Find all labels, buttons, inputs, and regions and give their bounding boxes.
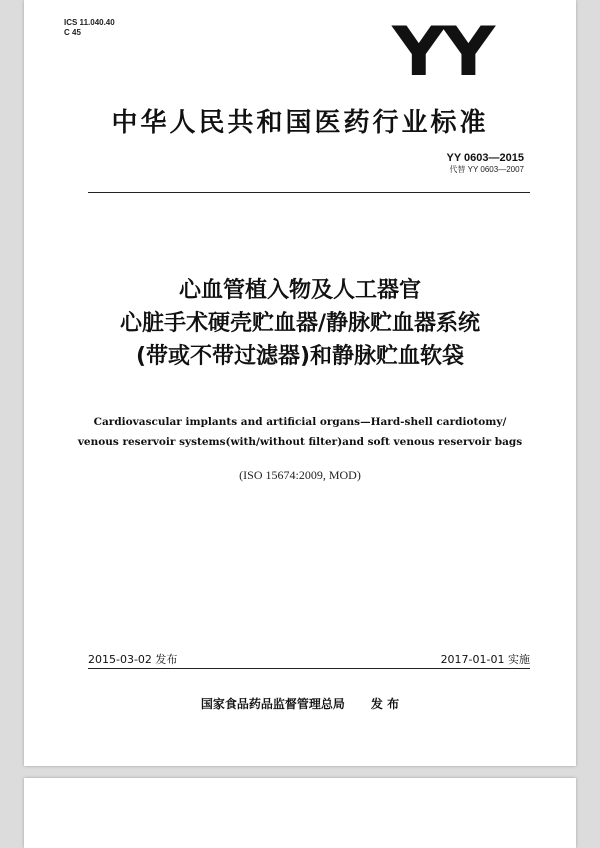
chinese-title-line: 心脏手术硬壳贮血器/静脉贮血器系统 — [119, 311, 481, 336]
standard-number-block — [447, 152, 524, 175]
english-title-line: venous reservoir systems(with/without filter)and soft venous reservoir bags — [77, 436, 523, 448]
bottom-divider — [88, 668, 530, 669]
organization-title: 中华人民共和国医药行业标准 — [111, 108, 489, 138]
english-title-line: Cardiovascular implants and artificial organs—Hard-shell cardiotomy/ — [93, 416, 507, 428]
iso-reference: (ISO 15674:2009, MOD) — [239, 468, 361, 482]
chinese-title-line: 心血管植入物及人工器官 — [178, 278, 421, 303]
standard-number: YY 0603—2015 — [446, 152, 524, 164]
publisher-line — [0, 695, 600, 712]
classification-codes — [64, 18, 115, 38]
chinese-title-line: (带或不带过滤器)和静脉贮血软袋 — [135, 344, 465, 369]
publisher-name: 国家食品药品监督管理总局 — [200, 697, 345, 711]
ics-code: ICS 11.040.40 — [64, 18, 115, 27]
next-page-preview — [24, 778, 576, 848]
replaces-standard: 代替 YY 0603—2007 — [449, 165, 524, 174]
english-title — [0, 412, 600, 452]
publisher-action: 发 布 — [370, 697, 400, 711]
top-divider — [88, 192, 530, 193]
chinese-title — [0, 274, 600, 373]
ccs-code: C 45 — [64, 28, 81, 37]
yy-logo: YY — [392, 12, 492, 92]
implementation-date: 2017-01-01 实施 — [440, 653, 530, 666]
issue-date: 2015-03-02 发布 — [88, 653, 178, 666]
